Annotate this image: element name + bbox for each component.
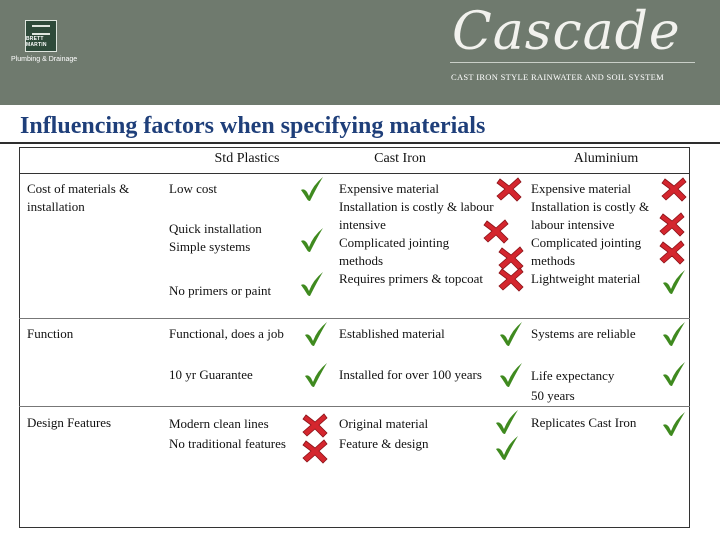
- column-header-std-plastics: Std Plastics: [214, 151, 280, 166]
- cell-castiron-function-1: Established material: [339, 326, 445, 341]
- cell-aluminium-cost: Expensive material Installation is costly & labour intensive Complicated jointing methods Lightweight material: [531, 181, 650, 286]
- cell-aluminium-design: Replicates Cast Iron: [531, 415, 637, 430]
- column-header-aluminium: Aluminium: [573, 151, 639, 166]
- logo-tagline: Plumbing & Drainage: [11, 56, 78, 63]
- cell-aluminium-function-1: Systems are reliable: [531, 326, 636, 341]
- check-icon: [660, 360, 688, 388]
- brett-martin-logo: [25, 20, 57, 52]
- cross-icon: [658, 210, 686, 238]
- brand-divider: [450, 62, 695, 63]
- check-icon: [302, 320, 330, 348]
- cell-plastics-cost-2: Quick installation Simple systems: [169, 221, 262, 254]
- cross-icon: [497, 265, 525, 293]
- cross-icon: [495, 175, 523, 203]
- brand-name: Cascade: [452, 2, 681, 62]
- check-icon: [302, 361, 330, 389]
- row-label-function: Function: [27, 326, 74, 341]
- cross-icon: [301, 437, 329, 465]
- logo-text: BRETT MARTIN: [26, 36, 47, 48]
- row-divider: [19, 406, 690, 407]
- row-label-cost: Cost of materials & installation: [27, 181, 130, 214]
- cell-plastics-design: Modern clean lines No traditional features: [169, 416, 286, 451]
- row-label-design: Design Features: [27, 415, 112, 430]
- column-header-cast-iron: Cast Iron: [374, 151, 426, 166]
- header-banner: [0, 0, 720, 105]
- check-icon: [298, 270, 326, 298]
- check-icon: [298, 226, 326, 254]
- cross-icon: [658, 238, 686, 266]
- cell-castiron-cost: Expensive material Installation is costly & labour intensive Complicated jointing methods Requires primers & topcoat: [339, 181, 494, 286]
- cell-plastics-function-1: Functional, does a job: [169, 326, 284, 341]
- title-divider: [0, 142, 720, 144]
- check-icon: [660, 410, 688, 438]
- page-title: Influencing factors when specifying materials: [20, 113, 486, 139]
- cell-castiron-function-2: Installed for over 100 years: [339, 367, 482, 382]
- check-icon: [298, 175, 326, 203]
- check-icon: [493, 434, 521, 462]
- check-icon: [497, 320, 525, 348]
- cell-castiron-design: Original material Feature & design: [339, 416, 429, 451]
- cell-plastics-cost-3: No primers or paint: [169, 283, 272, 298]
- cross-icon: [482, 217, 510, 245]
- check-icon: [497, 361, 525, 389]
- row-divider: [19, 318, 690, 319]
- check-icon: [660, 320, 688, 348]
- cell-plastics-cost-1: Low cost: [169, 181, 218, 196]
- cell-plastics-function-2: 10 yr Guarantee: [169, 367, 253, 382]
- check-icon: [660, 268, 688, 296]
- cross-icon: [660, 175, 688, 203]
- brand-tagline: CAST IRON STYLE RAINWATER AND SOIL SYSTEM: [451, 72, 665, 82]
- cell-aluminium-function-2: Life expectancy 50 years: [531, 368, 615, 403]
- cross-icon: [301, 411, 329, 439]
- check-icon: [493, 408, 521, 436]
